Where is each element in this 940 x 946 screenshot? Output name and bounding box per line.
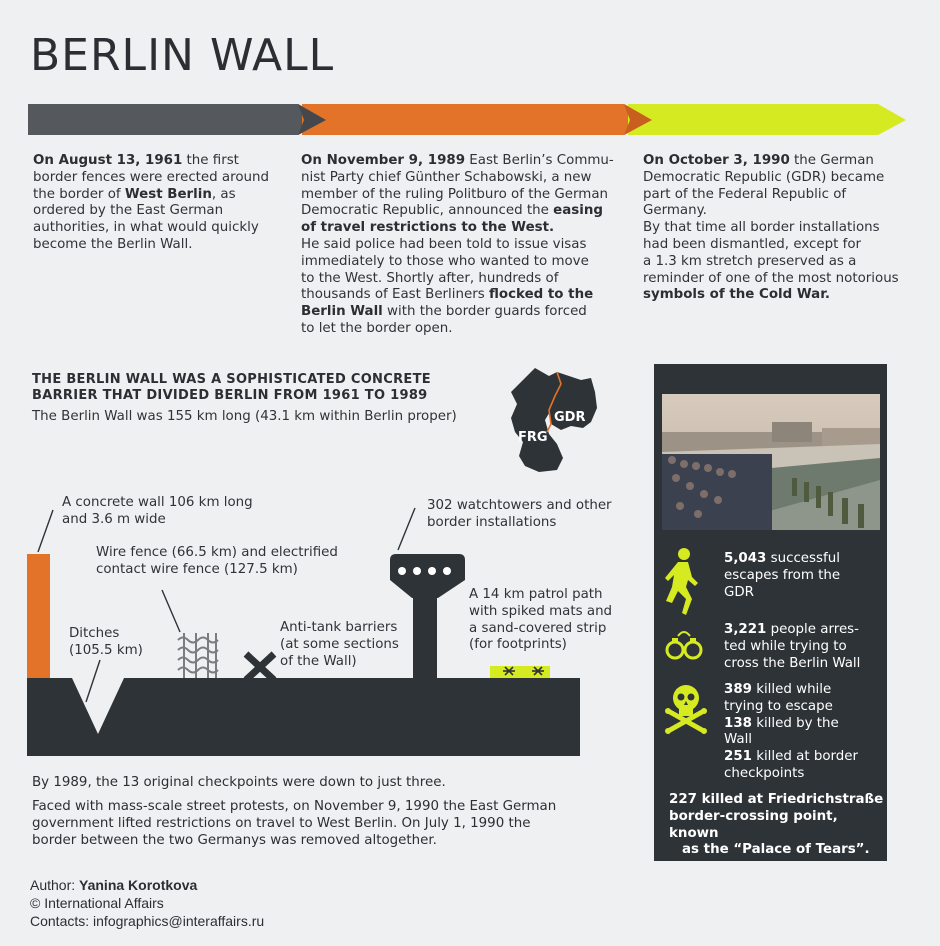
stat-number: 389 — [724, 682, 752, 697]
timeline-line — [643, 170, 933, 187]
timeline-line — [301, 321, 641, 338]
timeline-text: immediately to those who wanted to move — [301, 253, 589, 269]
stat-text: GDR — [724, 584, 754, 600]
timeline-segment-1961 — [28, 104, 326, 135]
concrete-wall — [27, 554, 50, 678]
leader-lines — [38, 508, 415, 702]
timeline-text: the German — [789, 153, 874, 168]
label-anti-tank — [280, 620, 399, 670]
label-watchtowers — [427, 498, 612, 532]
timeline-line — [643, 203, 933, 220]
label-patrol-path — [469, 587, 612, 654]
timeline-line — [33, 153, 293, 170]
label-line: a sand-covered strip — [469, 620, 607, 636]
map-label-frg: FRG — [518, 430, 548, 445]
stat-text: killed while — [751, 682, 832, 697]
stat-arrests — [724, 622, 860, 672]
timeline-text: Democratic Republic (GDR) became — [643, 169, 885, 185]
watchtower — [390, 554, 465, 680]
timeline-bold-text: easing — [553, 203, 603, 219]
label-line: A 14 km patrol path — [469, 587, 603, 602]
timeline-text: had been dismantled, except for — [643, 236, 862, 252]
timeline-text: the border of — [33, 186, 125, 202]
germany-map — [505, 362, 605, 477]
anti-tank-barrier — [246, 654, 274, 680]
timeline-line — [301, 220, 641, 237]
timeline-bold-text: symbols of the Cold War. — [643, 287, 830, 303]
timeline-text: member of the ruling Politburo of the German — [301, 186, 609, 202]
timeline-text: nist Party chief Günther Schabowski, a new — [301, 169, 592, 185]
timeline-line — [301, 304, 641, 321]
section-heading-line: BARRIER THAT DIVIDED BERLIN FROM 1961 TO 1989 — [32, 387, 428, 403]
timeline-bold-text: flocked to the — [488, 287, 594, 303]
timeline-line — [301, 170, 641, 187]
running-man-icon — [664, 547, 698, 619]
section-heading — [32, 372, 502, 403]
timeline-line — [643, 220, 933, 237]
ground — [27, 678, 580, 756]
author-credit — [30, 876, 197, 894]
stat-text: as the “Palace of Tears”. — [682, 842, 870, 858]
timeline-line — [643, 287, 933, 304]
label-ditches — [69, 626, 143, 660]
label-line: (105.5 km) — [69, 642, 143, 658]
stat-friedrichstrasse — [669, 792, 887, 859]
label-line: 302 watchtowers and other — [427, 498, 612, 513]
timeline-text: , as — [211, 186, 236, 202]
timeline-bold-text: On November 9, 1989 — [301, 153, 466, 168]
stats-panel — [654, 364, 887, 861]
timeline-line — [643, 187, 933, 204]
restrictions-text — [32, 798, 592, 849]
timeline-text: thousands of East Berliners — [301, 287, 489, 303]
stat-text: trying to escape — [724, 698, 833, 714]
timeline-text: He said police had been told to issue visas — [301, 236, 587, 252]
label-line: Wire fence (66.5 km) and electrified — [96, 545, 338, 560]
timeline-line — [33, 220, 293, 237]
timeline-text: Germany. — [643, 203, 707, 219]
label-line: of the Wall) — [280, 653, 357, 669]
wall-length-text: The Berlin Wall was 155 km long (43.1 km within Berlin proper) — [32, 409, 457, 424]
stat-number: 138 — [724, 715, 752, 731]
contacts-link[interactable]: Contacts: infographics@interaffairs.ru — [30, 913, 265, 929]
stat-number: 5,043 — [724, 551, 767, 566]
timeline-line — [301, 287, 641, 304]
timeline-line — [643, 254, 933, 271]
timeline-text: to the West. Shortly after, hundreds of — [301, 270, 559, 286]
page-title: BERLIN WALL — [30, 30, 335, 81]
timeline-line — [301, 203, 641, 220]
stat-number: 3,221 — [724, 622, 767, 637]
label-line: contact wire fence (127.5 km) — [96, 561, 298, 577]
stat-text: checkpoints — [724, 765, 805, 781]
timeline-bold-text: West Berlin — [124, 186, 212, 202]
label-line: border installations — [427, 514, 557, 530]
timeline-text: to let the border open. — [301, 320, 453, 336]
timeline-line — [33, 187, 293, 204]
timeline-line — [33, 170, 293, 187]
wire-fence — [178, 633, 218, 678]
label-wire-fence — [96, 545, 338, 579]
timeline-segment-1989 — [302, 104, 652, 135]
timeline-line — [301, 271, 641, 288]
skull-crossbones-icon — [664, 682, 708, 734]
timeline-text-1961 — [33, 153, 293, 254]
timeline-bold-text: of travel restrictions to the West. — [301, 220, 555, 236]
timeline-line — [643, 153, 933, 170]
timeline-arrow — [0, 0, 940, 160]
label-concrete-wall — [62, 495, 253, 529]
checkpoints-text: By 1989, the 13 original checkpoints were down to just three. — [32, 775, 446, 790]
author-name: Yanina Korotkova — [79, 877, 198, 893]
stat-escapes — [724, 551, 840, 601]
timeline-text-1990 — [643, 153, 933, 304]
timeline-text: authorities, in what would quickly — [33, 220, 259, 236]
timeline-text: East Berlin’s Commu- — [465, 153, 614, 168]
timeline-text: a 1.3 km stretch preserved as a — [643, 253, 857, 269]
map-label-gdr: GDR — [554, 410, 586, 425]
label-line: (for footprints) — [469, 637, 567, 653]
timeline-text: become the Berlin Wall. — [33, 236, 193, 252]
timeline-text: the first — [182, 153, 239, 168]
stat-text: 227 killed at Friedrichstraße — [669, 792, 884, 807]
stat-killed — [724, 682, 858, 783]
author-prefix: Author: — [30, 877, 80, 893]
berlin-wall-photo — [662, 394, 880, 530]
label-line: Ditches — [69, 626, 120, 641]
stat-text: ted while trying to — [724, 638, 847, 654]
stat-text: killed by the — [751, 715, 839, 731]
timeline-line — [301, 153, 641, 170]
timeline-text: reminder of one of the most notorious — [643, 270, 899, 286]
text-line: Faced with mass-scale street protests, on November 9, 1990 the East German — [32, 799, 557, 814]
label-line: A concrete wall 106 km long — [62, 495, 253, 510]
timeline-line — [33, 237, 293, 254]
handcuffs-icon — [664, 626, 704, 664]
timeline-text: border fences were erected around — [33, 169, 270, 185]
timeline-line — [643, 237, 933, 254]
label-line: and 3.6 m wide — [62, 511, 166, 527]
section-heading-line: THE BERLIN WALL WAS A SOPHISTICATED CONCRETE — [32, 372, 431, 387]
stat-text: border-crossing point, known — [669, 808, 838, 841]
stat-text: killed at border — [751, 749, 859, 765]
stat-text: cross the Berlin Wall — [724, 655, 861, 671]
org-credit: © International Affairs — [30, 895, 164, 911]
timeline-text: Democratic Republic, announced the — [301, 203, 554, 219]
timeline-text: part of the Federal Republic of — [643, 186, 847, 202]
stat-text: Wall — [724, 732, 753, 748]
timeline-line — [301, 187, 641, 204]
stat-number: 251 — [724, 749, 752, 765]
timeline-line — [33, 203, 293, 220]
timeline-line — [301, 254, 641, 271]
timeline-bold-text: On October 3, 1990 — [643, 153, 790, 168]
timeline-line — [301, 237, 641, 254]
text-line: border between the two Germanys was removed altogether. — [32, 833, 437, 848]
timeline-text: with the border guards forced — [382, 304, 587, 320]
timeline-bold-text: On August 13, 1961 — [33, 153, 183, 168]
stat-text: escapes from the — [724, 567, 841, 583]
timeline-text: ordered by the East German — [33, 203, 224, 219]
timeline-segment-1990 — [628, 104, 906, 135]
label-line: Anti-tank barriers — [280, 620, 398, 635]
stat-text: people arres- — [766, 622, 859, 637]
timeline-text: By that time all border installations — [643, 220, 880, 236]
stat-text: successful — [766, 551, 840, 566]
label-line: (at some sections — [280, 636, 399, 652]
text-line: government lifted restrictions on travel to West Berlin. On July 1, 1990 the — [32, 816, 531, 831]
label-line: with spiked mats and — [469, 603, 613, 619]
timeline-bold-text: Berlin Wall — [301, 304, 383, 320]
timeline-text-1989 — [301, 153, 641, 338]
timeline-line — [643, 271, 933, 288]
